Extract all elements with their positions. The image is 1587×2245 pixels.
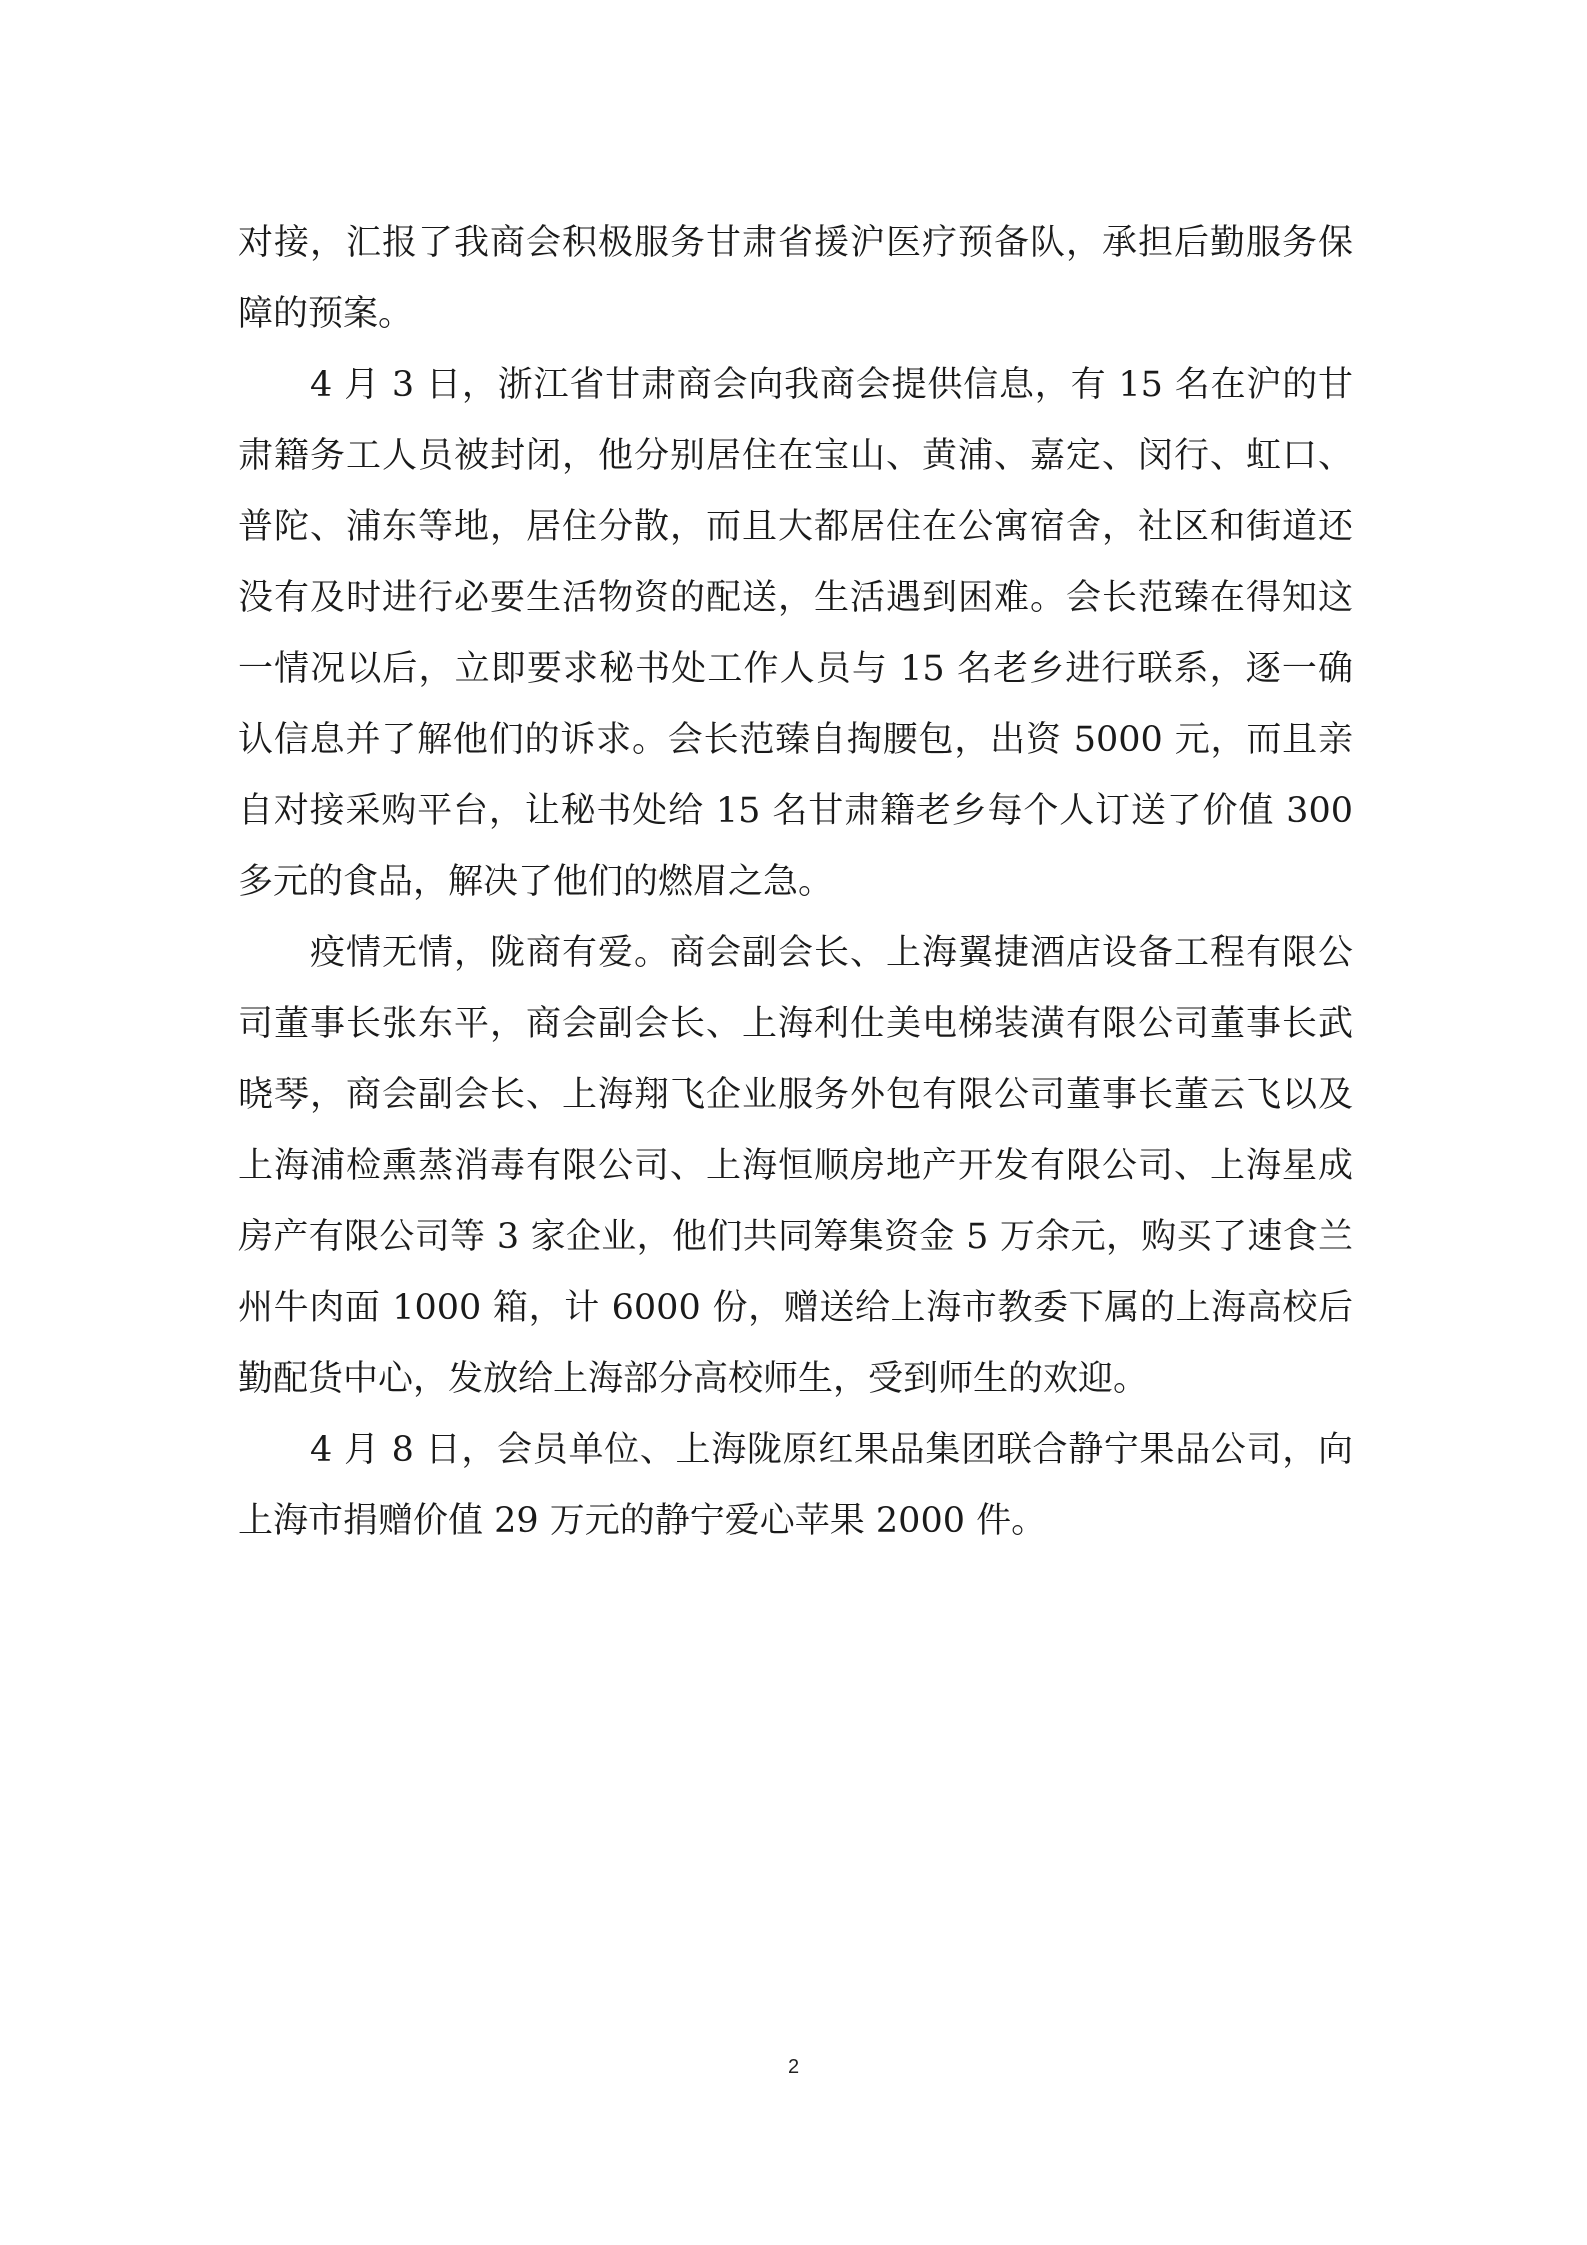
paragraph-apple-donation: 4 月 8 日，会员单位、上海陇原红果品集团联合静宁果品公司，向上海市捐赠价值 29 万元的静宁爱心苹果 2000 件。 (238, 1430, 1353, 1541)
paragraph-zhejiang-info: 4 月 3 日，浙江省甘肃商会向我商会提供信息，有 15 名在沪的甘肃籍务工人员被封闭，他分别居住在宝山、黄浦、嘉定、闵行、虹口、普陀、浦东等地，居住分散，而且大都居住在公寓宿舍，社区和街道还没有及时进行必要生活物资的配送，生活遇到困难。会长范臻在得知这一情况以后，立即要求秘书处工作人员与 15 名老乡进行联系，逐一确认信息并了解他们的诉求。会长范臻自掏腰包，出资 5000 元，而且亲自对接采购平台，让秘书处给 15 名甘肃籍老乡每个人订送了价值 300 多元的食品，解决了他们的燃眉之急。 (238, 365, 1353, 902)
paragraph-continued: 对接，汇报了我商会积极服务甘肃省援沪医疗预备队，承担后勤服务保障的预案。 (238, 223, 1353, 334)
page-number: 2 (787, 2056, 800, 2078)
body-text (238, 208, 1353, 1557)
paragraph-donations: 疫情无情，陇商有爱。商会副会长、上海翼捷酒店设备工程有限公司董事长张东平，商会副会长、上海利仕美电梯装潢有限公司董事长武晓琴，商会副会长、上海翔飞企业服务外包有限公司董事长董云飞以及上海浦检熏蒸消毒有限公司、上海恒顺房地产开发有限公司、上海星成房产有限公司等 3 家企业，他们共同筹集资金 5 万余元，购买了速食兰州牛肉面 1000 箱，计 6000 份，赠送给上海市教委下属的上海高校后勤配货中心，发放给上海部分高校师生，受到师生的欢迎。 (238, 933, 1353, 1399)
